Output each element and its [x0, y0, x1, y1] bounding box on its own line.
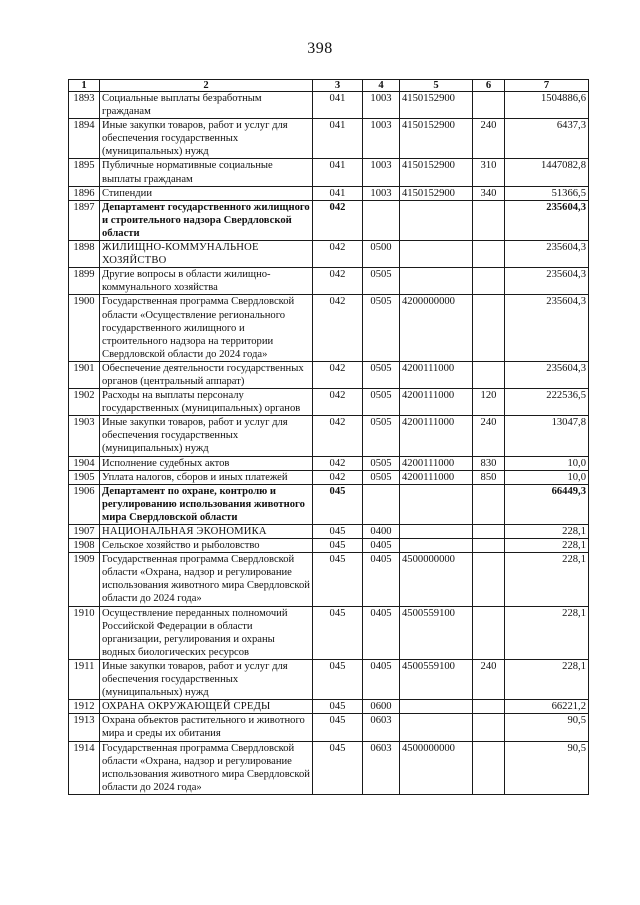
row-target-article: 4150152900 [400, 92, 473, 119]
table-row [69, 241, 589, 268]
row-section-code: 0405 [363, 659, 400, 699]
row-name: Департамент по охране, контролю и регулированию использования животного мира Свердловской области [100, 484, 313, 524]
row-name: Расходы на выплаты персоналу государственных (муниципальных) органов [100, 389, 313, 416]
table-row [69, 92, 589, 119]
row-number: 1899 [69, 268, 100, 295]
row-expense-type [473, 553, 505, 606]
row-expense-type [473, 484, 505, 524]
row-name: ЖИЛИЩНО-КОММУНАЛЬНОЕ ХОЗЯЙСТВО [100, 241, 313, 268]
row-amount: 1447082,8 [505, 159, 589, 186]
row-section-code: 0603 [363, 741, 400, 794]
table-row [69, 659, 589, 699]
row-expense-type [473, 606, 505, 659]
row-target-article: 4500559100 [400, 659, 473, 699]
row-amount: 10,0 [505, 470, 589, 484]
row-section-code: 0400 [363, 525, 400, 539]
row-admin-code: 045 [313, 741, 363, 794]
header-col-7: 7 [505, 80, 589, 92]
row-amount: 222536,5 [505, 389, 589, 416]
row-section-code: 1003 [363, 159, 400, 186]
row-target-article: 4500000000 [400, 553, 473, 606]
row-target-article [400, 241, 473, 268]
row-number: 1910 [69, 606, 100, 659]
row-section-code: 0405 [363, 539, 400, 553]
row-number: 1906 [69, 484, 100, 524]
row-amount: 235604,3 [505, 200, 589, 240]
row-amount: 235604,3 [505, 241, 589, 268]
row-amount: 66449,3 [505, 484, 589, 524]
row-expense-type: 340 [473, 186, 505, 200]
row-amount: 235604,3 [505, 295, 589, 361]
row-target-article [400, 700, 473, 714]
table-row [69, 484, 589, 524]
header-col-6: 6 [473, 80, 505, 92]
row-amount: 51366,5 [505, 186, 589, 200]
header-row [69, 80, 589, 92]
header-col-1: 1 [69, 80, 100, 92]
row-amount: 10,0 [505, 456, 589, 470]
row-name: Осуществление переданных полномочий Российской Федерации в области организации, регулирования и охраны водных биологических ресурсов [100, 606, 313, 659]
row-admin-code: 042 [313, 200, 363, 240]
row-target-article [400, 200, 473, 240]
row-section-code: 0505 [363, 295, 400, 361]
row-target-article: 4500559100 [400, 606, 473, 659]
row-amount: 90,5 [505, 741, 589, 794]
row-name: Стипендии [100, 186, 313, 200]
row-section-code: 1003 [363, 119, 400, 159]
header-col-4: 4 [363, 80, 400, 92]
row-admin-code: 042 [313, 361, 363, 388]
row-section-code: 0405 [363, 606, 400, 659]
table-row [69, 525, 589, 539]
table-row [69, 416, 589, 456]
row-number: 1907 [69, 525, 100, 539]
row-number: 1903 [69, 416, 100, 456]
row-expense-type [473, 268, 505, 295]
row-admin-code: 045 [313, 539, 363, 553]
row-expense-type: 310 [473, 159, 505, 186]
row-amount: 13047,8 [505, 416, 589, 456]
row-number: 1895 [69, 159, 100, 186]
row-amount: 228,1 [505, 553, 589, 606]
row-section-code [363, 200, 400, 240]
row-name: Иные закупки товаров, работ и услуг для обеспечения государственных (муниципальных) нужд [100, 119, 313, 159]
budget-table [68, 79, 589, 795]
row-section-code: 0505 [363, 416, 400, 456]
row-number: 1897 [69, 200, 100, 240]
row-admin-code: 045 [313, 700, 363, 714]
row-admin-code: 041 [313, 186, 363, 200]
row-expense-type: 240 [473, 119, 505, 159]
row-amount: 1504886,6 [505, 92, 589, 119]
row-section-code: 0405 [363, 553, 400, 606]
row-target-article [400, 714, 473, 741]
row-target-article: 4150152900 [400, 119, 473, 159]
row-expense-type [473, 525, 505, 539]
row-name: Социальные выплаты безработным гражданам [100, 92, 313, 119]
row-admin-code: 041 [313, 159, 363, 186]
row-section-code: 0505 [363, 470, 400, 484]
row-section-code [363, 484, 400, 524]
row-target-article: 4150152900 [400, 186, 473, 200]
row-expense-type: 850 [473, 470, 505, 484]
row-expense-type [473, 295, 505, 361]
row-admin-code: 042 [313, 456, 363, 470]
row-number: 1912 [69, 700, 100, 714]
row-section-code: 0500 [363, 241, 400, 268]
row-number: 1905 [69, 470, 100, 484]
row-number: 1898 [69, 241, 100, 268]
row-name: Государственная программа Свердловской области «Охрана, надзор и регулирование использования животного мира Свердловской области до 2024 года» [100, 741, 313, 794]
row-section-code: 0505 [363, 389, 400, 416]
row-admin-code: 042 [313, 268, 363, 295]
row-target-article: 4200111000 [400, 470, 473, 484]
row-admin-code: 045 [313, 606, 363, 659]
row-number: 1909 [69, 553, 100, 606]
table-row [69, 700, 589, 714]
row-target-article [400, 484, 473, 524]
row-amount: 235604,3 [505, 361, 589, 388]
row-admin-code: 042 [313, 389, 363, 416]
header-col-3: 3 [313, 80, 363, 92]
row-admin-code: 045 [313, 659, 363, 699]
row-expense-type: 120 [473, 389, 505, 416]
row-admin-code: 045 [313, 553, 363, 606]
row-amount: 66221,2 [505, 700, 589, 714]
row-section-code: 1003 [363, 186, 400, 200]
row-expense-type: 240 [473, 659, 505, 699]
row-section-code: 1003 [363, 92, 400, 119]
table-row [69, 539, 589, 553]
row-amount: 6437,3 [505, 119, 589, 159]
row-number: 1904 [69, 456, 100, 470]
row-target-article: 4200111000 [400, 456, 473, 470]
row-number: 1913 [69, 714, 100, 741]
row-admin-code: 041 [313, 92, 363, 119]
table-row [69, 389, 589, 416]
row-name: Исполнение судебных актов [100, 456, 313, 470]
row-expense-type [473, 200, 505, 240]
row-name: Другие вопросы в области жилищно-коммунального хозяйства [100, 268, 313, 295]
row-name: НАЦИОНАЛЬНАЯ ЭКОНОМИКА [100, 525, 313, 539]
row-number: 1896 [69, 186, 100, 200]
table-row [69, 361, 589, 388]
table-row [69, 714, 589, 741]
row-name: Охрана объектов растительного и животного мира и среды их обитания [100, 714, 313, 741]
row-admin-code: 042 [313, 470, 363, 484]
row-expense-type [473, 700, 505, 714]
row-target-article: 4200000000 [400, 295, 473, 361]
row-name: Департамент государственного жилищного и строительного надзора Свердловской области [100, 200, 313, 240]
row-name: Иные закупки товаров, работ и услуг для обеспечения государственных (муниципальных) нужд [100, 416, 313, 456]
table-row [69, 186, 589, 200]
row-target-article [400, 525, 473, 539]
row-number: 1911 [69, 659, 100, 699]
row-name: Иные закупки товаров, работ и услуг для обеспечения государственных (муниципальных) нужд [100, 659, 313, 699]
table-row [69, 268, 589, 295]
row-admin-code: 045 [313, 714, 363, 741]
row-number: 1893 [69, 92, 100, 119]
row-number: 1894 [69, 119, 100, 159]
row-expense-type [473, 241, 505, 268]
row-number: 1914 [69, 741, 100, 794]
row-admin-code: 045 [313, 525, 363, 539]
row-section-code: 0505 [363, 361, 400, 388]
row-number: 1900 [69, 295, 100, 361]
row-admin-code: 041 [313, 119, 363, 159]
row-number: 1908 [69, 539, 100, 553]
table-row [69, 119, 589, 159]
row-expense-type [473, 741, 505, 794]
row-amount: 90,5 [505, 714, 589, 741]
row-target-article: 4150152900 [400, 159, 473, 186]
row-target-article: 4200111000 [400, 416, 473, 456]
row-name: Уплата налогов, сборов и иных платежей [100, 470, 313, 484]
table-row [69, 159, 589, 186]
row-expense-type: 830 [473, 456, 505, 470]
row-expense-type: 240 [473, 416, 505, 456]
row-target-article [400, 539, 473, 553]
table-row [69, 741, 589, 794]
row-expense-type [473, 539, 505, 553]
table-row [69, 606, 589, 659]
table-row [69, 553, 589, 606]
row-section-code: 0505 [363, 456, 400, 470]
table-row [69, 456, 589, 470]
row-name: Сельское хозяйство и рыболовство [100, 539, 313, 553]
row-name: ОХРАНА ОКРУЖАЮЩЕЙ СРЕДЫ [100, 700, 313, 714]
page-number: 398 [307, 40, 333, 57]
row-amount: 228,1 [505, 539, 589, 553]
row-expense-type [473, 361, 505, 388]
row-number: 1901 [69, 361, 100, 388]
row-number: 1902 [69, 389, 100, 416]
row-admin-code: 045 [313, 484, 363, 524]
row-target-article: 4500000000 [400, 741, 473, 794]
row-name: Государственная программа Свердловской области «Охрана, надзор и регулирование использования животного мира Свердловской области до 2024 года» [100, 553, 313, 606]
row-expense-type [473, 714, 505, 741]
row-admin-code: 042 [313, 416, 363, 456]
row-expense-type [473, 92, 505, 119]
row-section-code: 0603 [363, 714, 400, 741]
row-name: Обеспечение деятельности государственных органов (центральный аппарат) [100, 361, 313, 388]
row-name: Публичные нормативные социальные выплаты гражданам [100, 159, 313, 186]
row-admin-code: 042 [313, 241, 363, 268]
row-section-code: 0505 [363, 268, 400, 295]
row-section-code: 0600 [363, 700, 400, 714]
row-amount: 228,1 [505, 659, 589, 699]
row-amount: 235604,3 [505, 268, 589, 295]
row-amount: 228,1 [505, 606, 589, 659]
table-row [69, 200, 589, 240]
table-row [69, 295, 589, 361]
row-target-article [400, 268, 473, 295]
header-col-5: 5 [400, 80, 473, 92]
row-target-article: 4200111000 [400, 361, 473, 388]
table-row [69, 470, 589, 484]
row-target-article: 4200111000 [400, 389, 473, 416]
row-admin-code: 042 [313, 295, 363, 361]
row-name: Государственная программа Свердловской области «Осуществление регионального государственного жилищного и строительного надзора на территории Свердловской области до 2024 года» [100, 295, 313, 361]
header-col-2: 2 [100, 80, 313, 92]
row-amount: 228,1 [505, 525, 589, 539]
